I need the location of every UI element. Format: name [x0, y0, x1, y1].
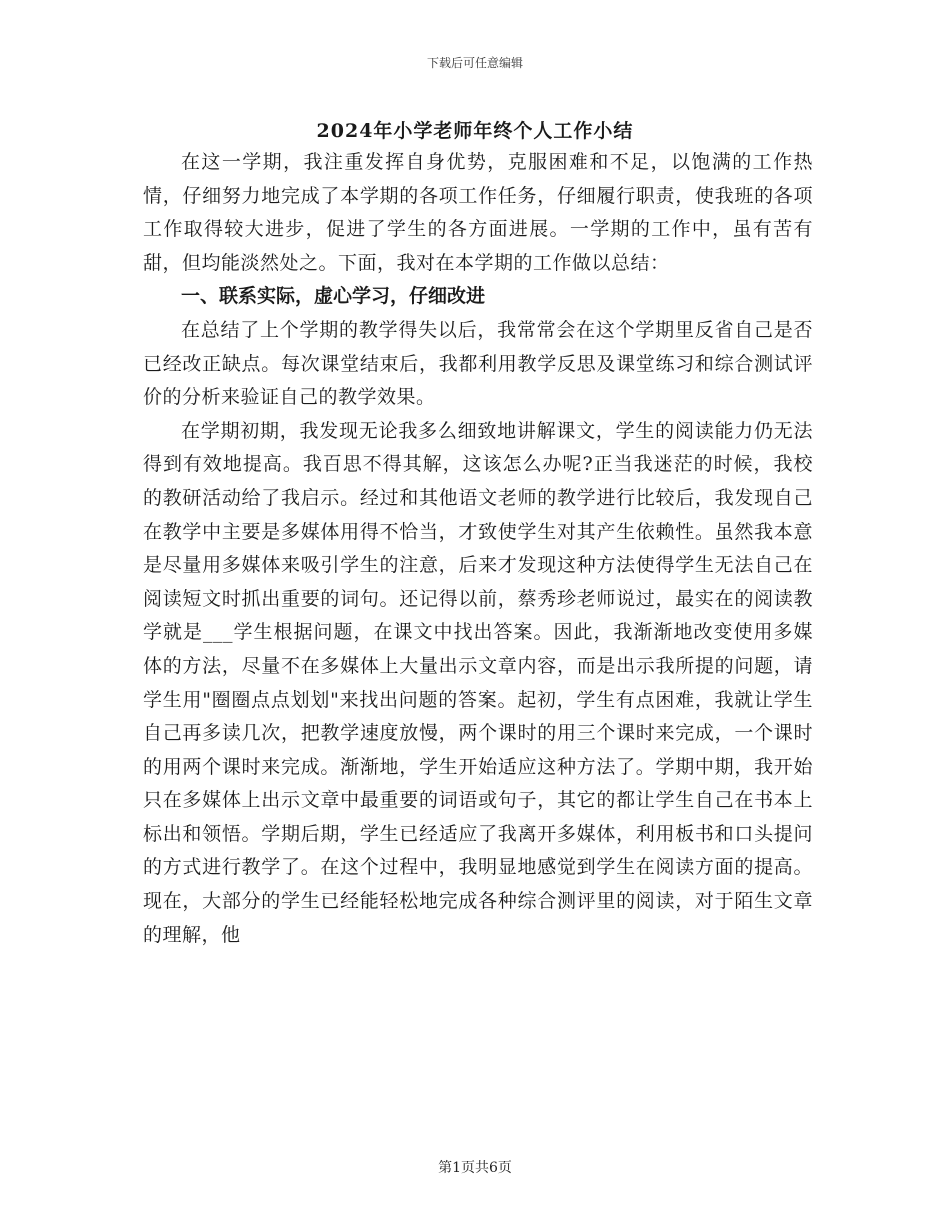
document-body	[143, 146, 813, 952]
header-note: 下载后可任意编辑	[426, 56, 523, 70]
reflection-paragraph: 在总结了上个学期的教学得失以后，我常常会在这个学期里反省自己是否已经改正缺点。每次课堂结束后，我都利用教学反思及课堂练习和综合测试评价的分析来验证自己的教学效果。	[143, 318, 813, 409]
teaching-method-paragraph: 在学期初期，我发现无论我多么细致地讲解课文，学生的阅读能力仍无法得到有效地提高。我百思不得其解，这该怎么办呢?正当我迷茫的时候，我校的教研活动给了我启示。经过和其他语文老师的教学进行比较后，我发现自己在教学中主要是多媒体用得不恰当，才致使学生对其产生依赖性。虽然我本意是尽量用多媒体来吸引学生的注意，后来才发现这种方法使得学生无法自己在阅读短文时抓出重要的词句。还记得以前，蔡秀珍老师说过，最实在的阅读教学就是___学生根据问题，在课文中找出答案。因此，我渐渐地改变使用多媒体的方法，尽量不在多媒体上大量出示文章内容，而是出示我所提的问题，请学生用"圈圈点点划划"来找出问题的答案。起初，学生有点困难，我就让学生自己再多读几次，把教学速度放慢，两个课时的用三个课时来完成，一个课时的用两个课时来完成。渐渐地，学生开始适应这种方法了。学期中期，我开始只在多媒体上出示文章中最重要的词语或句子，其它的都让学生自己在书本上标出和领悟。学期后期，学生已经适应了我离开多媒体，利用板书和口头提问的方式进行教学了。在这个过程中，我明显地感觉到学生在阅读方面的提高。现在，大部分的学生已经能轻松地完成各种综合测评里的阅读，对于陌生文章的理解，他	[143, 419, 813, 946]
intro-paragraph: 在这一学期，我注重发挥自身优势，克服困难和不足，以饱满的工作热情，仔细努力地完成了本学期的各项工作任务，仔细履行职责，使我班的各项工作取得较大进步，促进了学生的各方面进展。一学期的工作中，虽有苦有甜，但均能淡然处之。下面，我对在本学期的工作做以总结：	[143, 151, 813, 274]
document-title: 2024年小学老师年终个人工作小结	[316, 120, 634, 142]
page-number: 第1页共6页	[438, 1160, 512, 1176]
section-heading: 一、联系实际，虚心学习，仔细改进	[181, 285, 486, 308]
